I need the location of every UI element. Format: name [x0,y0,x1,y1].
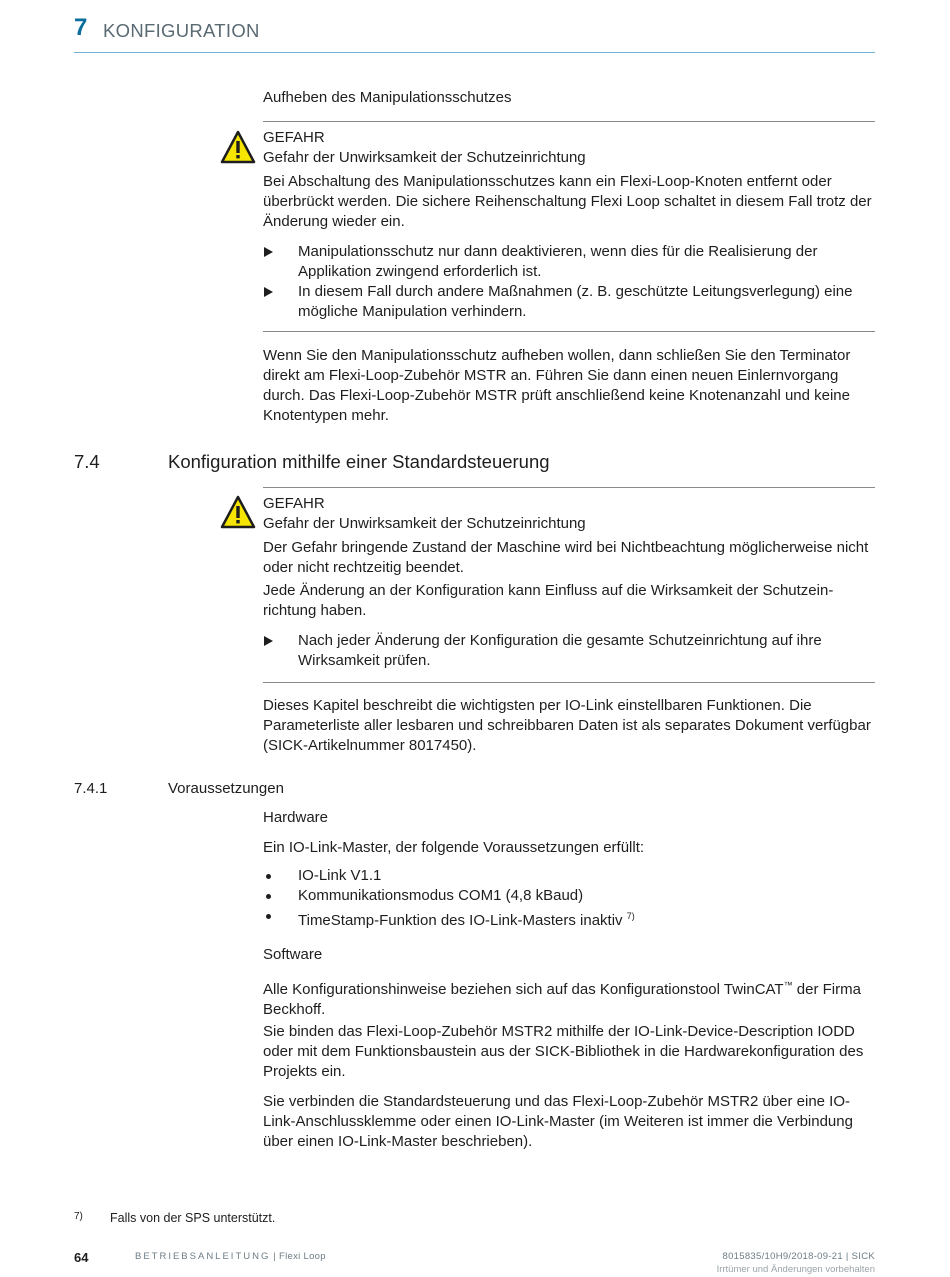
footnote-reference[interactable]: 7) [626,911,635,921]
trademark-symbol: ™ [783,980,793,990]
list-item: In diesem Fall durch andere Maßnahmen (z. B. geschützte Leitungsverlegung) eine mögliche Manipulation verhindern. [263,282,875,322]
warning-signal-word: GEFAHR [263,495,325,512]
warning-text: Der Gefahr bringende Zustand der Maschine wird bei Nichtbeachtung möglicherweise nicht oder nicht rechtzeitig beendet. [263,539,869,576]
warning-title: Gefahr der Unwirksamkeit der Schutzeinrichtung [263,149,586,166]
section-paragraph: Dieses Kapitel beschreibt die wichtigsten per IO-Link einstellbaren Funktionen. Die Parameterliste aller lesbaren und schreibbaren Daten ist als separates Dokument verfügbar (SICK-Artikelnummer 8017450). [263,697,871,754]
warning-bottom-rule [263,682,875,683]
warning-measures-list [263,242,875,322]
bullet-dot-icon [266,914,271,919]
disclaimer: Irrtümer und Änderungen vorbehalten [716,1264,875,1275]
section-number: 7.4 [74,451,100,472]
warning-box [263,128,875,322]
warning-text: Jede Änderung an der Konfiguration kann Einfluss auf die Wirksamkeit der Schutzeinrichtung haben. [263,582,834,619]
list-item: Manipulationsschutz nur dann deaktivieren, wenn dies für die Realisierung der Applikation zwingend erforderlich ist. [263,242,875,282]
triangle-bullet-icon [264,287,273,297]
section-title: Konfiguration mithilfe einer Standardsteuerung [168,451,550,472]
manipulation-heading: Aufheben des Manipulationsschutzes [263,89,512,106]
warning-box [263,494,875,671]
chapter-number: 7 [74,14,88,41]
subsection-title: Voraussetzungen [168,780,284,797]
document-type: BETRIEBSANLEITUNG | Flexi Loop [135,1251,326,1262]
software-paragraph: Sie verbinden die Standardsteuerung und das Flexi-Loop-Zubehör MSTR2 über eine IO-Link-Anschlussklemme oder einen IO-Link-Master (im Weiteren ist immer die Verbindung über einen IO-Link-Master beschrieben). [263,1093,853,1150]
warning-triangle-icon [220,495,256,529]
document-reference: 8015835/10H9/2018-09-21 | SICK [722,1251,875,1262]
triangle-bullet-icon [264,247,273,257]
software-paragraph: Sie binden das Flexi-Loop-Zubehör MSTR2 mithilfe der IO-Link-Device-Description IODD oder mit dem Funktionsbaustein aus der SICK-Bibliothek in die Hardwarekonfiguration des Projekts ein. [263,1023,864,1080]
warning-text: Bei Abschaltung des Manipulationsschutzes kann ein Flexi-Loop-Knoten entfernt oder überbrückt werden. Die sichere Reihenschaltung Flexi Loop schaltet in diesem Fall trotz der Änderung wieder ein. [263,173,872,230]
warning-top-rule [263,121,875,122]
warning-top-rule [263,487,875,488]
triangle-bullet-icon [264,636,273,646]
page-number: 64 [74,1250,89,1265]
bullet-dot-icon [266,894,271,899]
header-divider [74,52,875,53]
software-heading: Software [263,946,323,963]
bullet-dot-icon [266,874,271,879]
software-paragraph: Alle Konfigurationshinweise beziehen sich auf das Konfigurationstool TwinCAT™ der Firma Beckhoff. [263,980,861,1018]
hardware-heading: Hardware [263,809,329,826]
list-item: TimeStamp-Funktion des IO-Link-Masters inaktiv $^{7)}$ [263,906,875,931]
footnote-number: 7) [74,1211,83,1222]
footnote-text: Falls von der SPS unterstützt. [110,1211,276,1225]
list-item: Kommunikationsmodus COM1 (4,8 kBaud) [263,886,875,906]
warning-title: Gefahr der Unwirksamkeit der Schutzeinrichtung [263,515,586,532]
chapter-title: KONFIGURATION [103,20,260,41]
list-item: IO-Link V1.1 [263,866,875,886]
warning-signal-word: GEFAHR [263,129,325,146]
product-name: Flexi Loop [279,1251,326,1262]
warning-measures-list [263,631,875,671]
warning-triangle-icon [220,130,256,164]
manipulation-paragraph: Wenn Sie den Manipulationsschutz aufheben wollen, dann schließen Sie den Terminator direkt am Flexi-Loop-Zubehör MSTR an. Führen Sie dann einen neuen Einlernvorgang durch. Das Flexi-Loop-Zubehör MSTR prüft anschließend keine Knotenanzahl und keine Knotentypen mehr. [263,347,851,424]
hardware-intro: Ein IO-Link-Master, der folgende Voraussetzungen erfüllt: [263,839,645,856]
hardware-requirements-list [263,866,875,931]
warning-bottom-rule [263,331,875,332]
subsection-number: 7.4.1 [74,780,108,797]
list-item: Nach jeder Änderung der Konfiguration die gesamte Schutzeinrichtung auf ihre Wirksamkeit prüfen. [263,631,875,671]
